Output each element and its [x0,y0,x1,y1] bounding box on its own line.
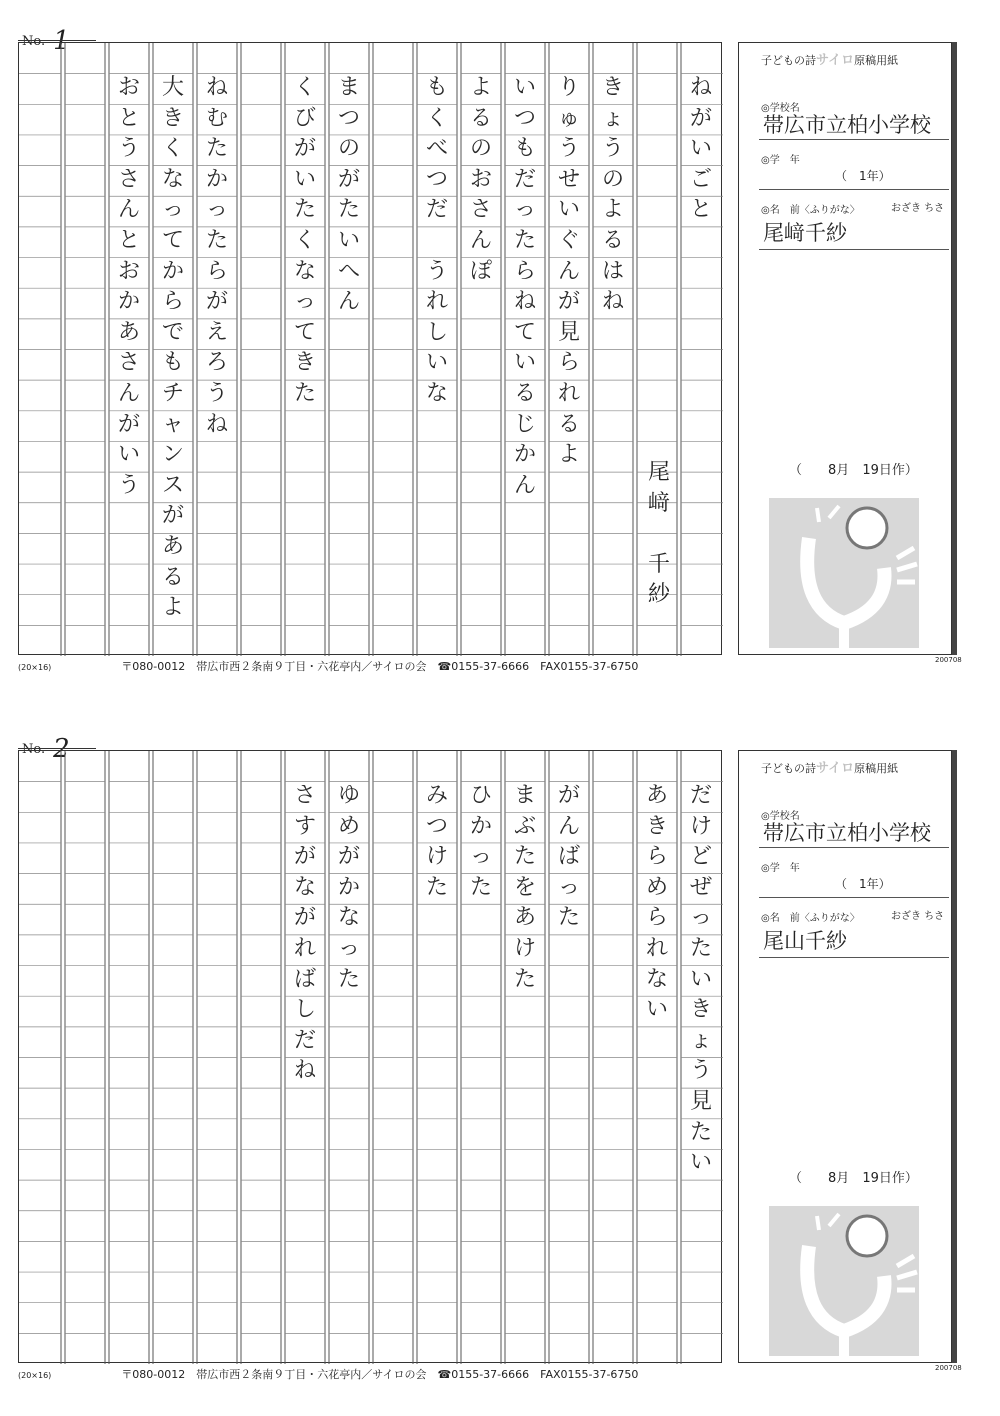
edge-bar [952,750,957,1363]
manuscript-grid [18,750,722,1363]
char-cell: か [161,258,184,284]
char-cell: り [557,75,580,100]
char-cell: ら [513,258,536,284]
char-cell: て [513,319,536,345]
char-cell: だ [689,783,712,808]
char-cell: ょ [689,1027,712,1053]
school-label: ◎学校名 [761,103,800,114]
char-cell: っ [513,197,536,223]
name-label: ◎名 前〈ふりがな〉 [761,205,860,216]
char-cell: い [645,997,668,1023]
char-cell: が [205,289,228,315]
char-cell: よ [469,75,492,100]
char-cell: ら [557,350,580,376]
char-cell: き [293,350,316,376]
char-cell: が [557,783,580,808]
char-cell: 見 [689,1088,712,1114]
char-cell: が [293,136,316,162]
char-cell: ご [689,166,712,192]
char-cell: は [601,258,624,284]
char-cell: め [337,813,360,839]
char-cell: あ [161,533,184,559]
char-cell: ね [513,289,536,315]
divider [759,249,949,250]
char-cell: ス [161,472,184,498]
char-cell: く [293,75,316,100]
char-cell: と [117,105,140,131]
form-header: 子どもの詩サイロ原稿用紙 [761,53,899,68]
page-number-underline [18,748,96,749]
school-value: 帯広市立柏小学校 [763,821,931,845]
manuscript-sheet-2 [0,708,1000,1398]
char-cell: つ [425,813,448,839]
char-cell: ゆ [337,783,360,808]
char-cell: え [205,319,228,345]
char-cell: あ [513,905,536,931]
poem-line [505,781,545,995]
char-cell: せ [557,166,580,192]
char-cell: つ [513,105,536,131]
char-cell: び [293,105,316,131]
char-cell: つ [425,166,448,192]
char-cell: ね [205,411,228,437]
char-cell: ば [557,844,580,870]
char-cell: が [557,289,580,315]
name-furigana: おざき ちさ [891,203,945,214]
char-cell: ン [161,442,184,468]
char-cell: さ [117,166,140,192]
char-cell: の [601,166,624,192]
char-cell: ら [645,905,668,931]
char-cell: で [161,319,184,345]
char-cell: だ [513,166,536,192]
grid-lines [19,751,723,1364]
manuscript-sheet-1 [0,0,1000,690]
char-cell: て [293,319,316,345]
char-cell: よ [601,197,624,223]
char-cell: っ [293,289,316,315]
poem-line [637,781,677,1026]
char-cell: き [689,997,712,1023]
char-cell: れ [645,935,668,961]
char-cell: も [161,350,184,376]
edge-bar [952,42,957,655]
char-cell: さ [469,197,492,223]
char-cell: が [117,411,140,437]
char-cell: ど [689,844,712,870]
divider [759,957,949,958]
poem-line [681,73,721,226]
poem-line [285,781,325,1087]
char-cell: れ [557,380,580,406]
char-cell: 紗 [647,582,670,608]
char-cell: う [205,380,228,406]
poem-line [285,73,325,410]
char-cell: も [513,136,536,162]
char-cell: き [601,75,624,100]
divider [759,189,949,190]
name-label: ◎名 前〈ふりがな〉 [761,913,860,924]
char-cell: ん [117,380,140,406]
char-cell: い [337,227,360,253]
char-cell: た [293,197,316,223]
char-cell: ら [645,844,668,870]
char-cell: ん [513,472,536,498]
page-number: No. 2 [22,734,70,764]
char-cell: か [337,874,360,900]
char-cell: の [469,136,492,162]
char-cell: 﨑 [647,490,670,516]
char-cell: ば [293,966,316,992]
char-cell: あ [117,319,140,345]
char-cell: う [425,258,448,284]
form-code: 200708 [935,1364,962,1372]
char-cell: よ [557,442,580,468]
char-cell: か [117,289,140,315]
poem-line [681,781,721,1179]
char-cell: お [469,166,492,192]
char-cell: い [557,197,580,223]
char-cell: チ [161,380,184,406]
char-cell [434,226,441,257]
char-cell: る [161,564,184,590]
char-cell: し [293,997,316,1023]
char-cell: う [117,136,140,162]
silo-logo-illustration [769,498,919,648]
composition-date: （ 8月 19日作） [789,463,918,478]
page-number: No. 1 [22,26,70,56]
char-cell: き [161,105,184,131]
char-cell: す [293,813,316,839]
char-cell: む [205,105,228,131]
char-cell: ぐ [557,227,580,253]
poem-line [329,73,369,318]
page-number-underline [18,40,96,41]
char-cell: ね [293,1058,316,1084]
poem-line [549,781,589,934]
char-cell: き [645,813,668,839]
poem-line [329,781,369,995]
char-cell: ら [205,258,228,284]
char-cell: ま [513,783,536,808]
char-cell: つ [337,105,360,131]
school-label: ◎学校名 [761,811,800,822]
form-code: 200708 [935,656,962,664]
char-cell: お [117,75,140,100]
char-cell: み [425,783,448,808]
char-cell: な [293,874,316,900]
char-cell: 尾 [647,460,670,485]
char-cell: さ [117,350,140,376]
char-cell: め [645,874,668,900]
char-cell: け [513,935,536,961]
char-cell: い [513,75,536,100]
char-cell: た [689,1119,712,1145]
char-cell: た [293,380,316,406]
divider [759,897,949,898]
char-cell: 大 [161,75,184,100]
char-cell: な [425,380,448,406]
poem-line [505,73,545,501]
name-value: 尾﨑千紗 [763,221,847,245]
char-cell: て [161,227,184,253]
char-cell: が [161,503,184,529]
char-cell: い [293,166,316,192]
char-cell: う [601,136,624,162]
char-cell: ぜ [689,874,712,900]
manuscript-grid [18,42,722,655]
grade-label: ◎学 年 [761,155,800,166]
char-cell: な [645,966,668,992]
char-cell: い [425,350,448,376]
char-cell: っ [205,197,228,223]
char-cell: が [689,105,712,131]
char-cell: ぽ [469,258,492,284]
poem-line [197,73,237,440]
char-cell: う [689,1058,712,1084]
char-cell: だ [293,1027,316,1053]
char-cell: る [557,411,580,437]
char-cell: い [689,1150,712,1176]
char-cell: あ [645,783,668,808]
silo-logo-illustration [769,1206,919,1356]
grade-value: （ 1年） [835,877,891,891]
grade-value: （ 1年） [835,169,891,183]
char-cell: た [337,966,360,992]
char-cell: た [689,935,712,961]
char-cell: ょ [601,105,624,131]
char-cell: た [205,227,228,253]
info-panel [738,42,952,655]
char-cell: っ [689,905,712,931]
char-cell: く [161,136,184,162]
char-cell: た [513,966,536,992]
divider [759,847,949,848]
grade-label: ◎学 年 [761,863,800,874]
footer-address: (20×16) 〒080-0012 帯広市西２条南９丁目・六花亭内／サイロの会 ☎0155-37-6666 FAX0155-37-6750 [18,1368,639,1381]
char-cell: る [601,227,624,253]
char-cell: れ [425,289,448,315]
info-panel [738,750,952,1363]
char-cell: っ [557,874,580,900]
char-cell: が [337,166,360,192]
char-cell: べ [425,136,448,162]
char-cell: し [425,319,448,345]
char-cell: っ [469,844,492,870]
char-cell: ろ [205,350,228,376]
char-cell: な [337,905,360,931]
char-cell: ん [337,289,360,315]
poem-line [109,73,149,501]
char-cell: た [513,227,536,253]
char-cell: か [469,813,492,839]
author-signature [639,458,679,611]
char-cell: た [513,844,536,870]
divider [759,139,949,140]
char-cell: ね [205,75,228,100]
char-cell: な [293,258,316,284]
composition-date: （ 8月 19日作） [789,1171,918,1186]
char-cell: る [469,105,492,131]
char-cell: だ [425,197,448,223]
char-cell: と [689,197,712,223]
char-cell: い [513,350,536,376]
poem-line [461,781,501,903]
poem-line [461,73,501,287]
char-cell: う [117,472,140,498]
char-cell: く [425,105,448,131]
char-cell: け [425,844,448,870]
char-cell: ね [601,289,624,315]
char-cell: ん [469,227,492,253]
char-cell: ひ [469,783,492,808]
char-cell: の [337,136,360,162]
name-value: 尾山千紗 [763,929,847,953]
char-cell: か [513,442,536,468]
form-header: 子どもの詩サイロ原稿用紙 [761,761,899,776]
poem-line [593,73,633,318]
char-cell: い [689,966,712,992]
school-value: 帯広市立柏小学校 [763,113,931,137]
char-cell: れ [293,935,316,961]
char-cell: い [117,442,140,468]
char-cell: ャ [161,411,184,437]
char-cell: が [337,844,360,870]
char-cell: さ [293,783,316,808]
char-cell: た [469,874,492,900]
footer-address: (20×16) 〒080-0012 帯広市西２条南９丁目・六花亭内／サイロの会 ☎0155-37-6666 FAX0155-37-6750 [18,660,639,673]
char-cell: じ [513,411,536,437]
name-furigana: おざき ちさ [891,911,945,922]
poem-line [417,781,457,903]
char-cell: ん [557,258,580,284]
char-cell: ん [557,813,580,839]
char-cell: る [513,380,536,406]
char-cell: ら [161,289,184,315]
char-cell: ね [689,75,712,100]
poem-line [417,73,457,410]
char-cell: た [425,874,448,900]
char-cell: ゅ [557,105,580,131]
char-cell: へ [337,258,360,284]
char-cell: う [557,136,580,162]
char-cell: を [513,874,536,900]
char-cell: く [293,227,316,253]
char-cell [639,519,679,550]
char-cell: も [425,75,448,100]
char-cell: 見 [557,319,580,345]
char-cell: た [337,197,360,223]
char-cell: い [689,136,712,162]
char-cell: よ [161,595,184,621]
char-cell: お [117,258,140,284]
poem-line [153,73,193,624]
char-cell: っ [337,935,360,961]
char-cell: と [117,227,140,253]
char-cell: 千 [647,551,670,577]
char-cell: が [293,844,316,870]
char-cell: っ [161,197,184,223]
char-cell: な [161,166,184,192]
char-cell: か [205,166,228,192]
poem-line [549,73,589,471]
char-cell: た [205,136,228,162]
char-cell: が [293,905,316,931]
char-cell: ぶ [513,813,536,839]
char-cell: ま [337,75,360,100]
char-cell: ん [117,197,140,223]
char-cell: た [557,905,580,931]
char-cell: け [689,813,712,839]
